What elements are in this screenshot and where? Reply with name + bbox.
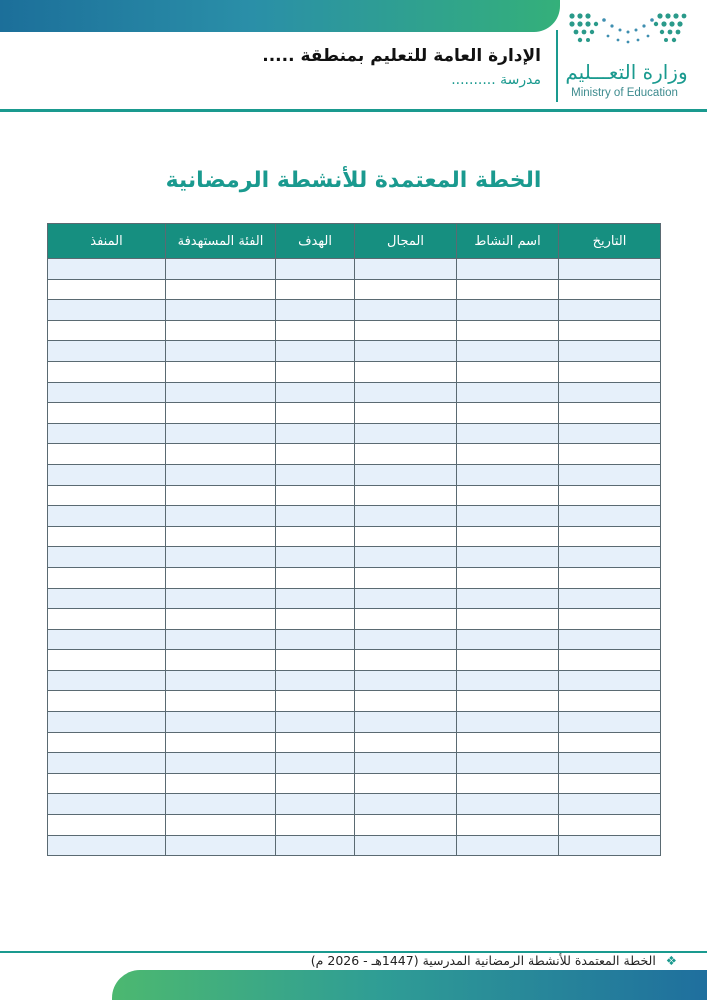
table-cell[interactable]	[457, 650, 559, 671]
table-cell[interactable]	[166, 423, 276, 444]
table-cell[interactable]	[559, 712, 661, 733]
table-cell[interactable]	[276, 361, 355, 382]
table-cell[interactable]	[355, 773, 457, 794]
table-cell[interactable]	[559, 320, 661, 341]
table-cell[interactable]	[166, 300, 276, 321]
table-cell[interactable]	[559, 588, 661, 609]
table-cell[interactable]	[276, 547, 355, 568]
table-cell[interactable]	[276, 444, 355, 465]
footer-caption	[311, 953, 677, 968]
table-cell[interactable]	[457, 361, 559, 382]
table-cell[interactable]	[166, 506, 276, 527]
table-cell[interactable]	[457, 382, 559, 403]
table-cell[interactable]	[355, 794, 457, 815]
table-cell[interactable]	[48, 732, 166, 753]
table-cell[interactable]	[166, 320, 276, 341]
table-row	[48, 629, 661, 650]
table-cell[interactable]	[457, 629, 559, 650]
table-cell[interactable]	[166, 341, 276, 362]
table-cell[interactable]	[166, 732, 276, 753]
directorate-line: الإدارة العامة للتعليم بمنطقة .....	[262, 46, 541, 66]
table-cell[interactable]	[559, 485, 661, 506]
table-row	[48, 712, 661, 733]
table-cell[interactable]	[276, 320, 355, 341]
table-cell[interactable]	[457, 753, 559, 774]
col-field-header: المجال	[355, 224, 457, 259]
table-cell[interactable]	[276, 300, 355, 321]
table-cell[interactable]	[166, 588, 276, 609]
table-cell[interactable]	[48, 464, 166, 485]
table-cell[interactable]	[457, 259, 559, 280]
table-cell[interactable]	[166, 526, 276, 547]
table-cell[interactable]	[276, 423, 355, 444]
table-row	[48, 485, 661, 506]
page-title: الخطة المعتمدة للأنشطة الرمضانية	[165, 168, 542, 193]
table-cell[interactable]	[559, 506, 661, 527]
table-cell[interactable]	[166, 403, 276, 424]
table-row	[48, 423, 661, 444]
table-cell[interactable]	[276, 794, 355, 815]
table-cell[interactable]	[166, 650, 276, 671]
table-cell[interactable]	[48, 526, 166, 547]
table-row	[48, 526, 661, 547]
table-cell[interactable]	[457, 464, 559, 485]
table-cell[interactable]	[355, 815, 457, 836]
table-cell[interactable]	[166, 259, 276, 280]
table-cell[interactable]	[355, 320, 457, 341]
table-cell[interactable]	[166, 629, 276, 650]
table-cell[interactable]	[559, 464, 661, 485]
table-cell[interactable]	[457, 341, 559, 362]
table-cell[interactable]	[457, 794, 559, 815]
header-divider	[556, 30, 558, 102]
table-cell[interactable]	[48, 753, 166, 774]
table-cell[interactable]	[355, 300, 457, 321]
table-cell[interactable]	[166, 835, 276, 856]
table-cell[interactable]	[276, 773, 355, 794]
table-cell[interactable]	[457, 712, 559, 733]
table-cell[interactable]	[276, 670, 355, 691]
table-cell[interactable]	[559, 300, 661, 321]
table-cell[interactable]	[276, 835, 355, 856]
table-cell[interactable]	[276, 485, 355, 506]
bottom-decorative-bar	[112, 970, 707, 1000]
table-cell[interactable]	[48, 259, 166, 280]
table-row	[48, 609, 661, 630]
table-cell[interactable]	[355, 609, 457, 630]
table-cell[interactable]	[48, 609, 166, 630]
table-cell[interactable]	[166, 279, 276, 300]
table-cell[interactable]	[166, 773, 276, 794]
table-cell[interactable]	[48, 403, 166, 424]
table-cell[interactable]	[355, 650, 457, 671]
table-row	[48, 773, 661, 794]
col-goal-header: الهدف	[276, 224, 355, 259]
table-cell[interactable]	[355, 485, 457, 506]
table-cell[interactable]	[48, 691, 166, 712]
table-cell[interactable]	[559, 279, 661, 300]
table-cell[interactable]	[48, 650, 166, 671]
table-cell[interactable]	[276, 650, 355, 671]
col-activity-name-header: اسم النشاط	[457, 224, 559, 259]
footer-caption-text: الخطة المعتمدة للأنشطة الرمضانية المدرسية (1447هـ - 2026 م)	[310, 953, 656, 968]
table-cell[interactable]	[166, 815, 276, 836]
table-cell[interactable]	[48, 300, 166, 321]
table-row	[48, 835, 661, 856]
table-cell[interactable]	[48, 773, 166, 794]
table-cell[interactable]	[559, 609, 661, 630]
table-cell[interactable]	[457, 773, 559, 794]
table-cell[interactable]	[276, 279, 355, 300]
table-cell[interactable]	[48, 361, 166, 382]
table-cell[interactable]	[48, 547, 166, 568]
table-cell[interactable]	[166, 464, 276, 485]
logo-arabic-text: وزارة التعـــليم	[565, 60, 688, 84]
table-cell[interactable]	[276, 341, 355, 362]
table-cell[interactable]	[166, 547, 276, 568]
table-row	[48, 547, 661, 568]
table-cell[interactable]	[559, 753, 661, 774]
table-cell[interactable]	[355, 361, 457, 382]
table-cell[interactable]	[355, 753, 457, 774]
table-row	[48, 279, 661, 300]
table-cell[interactable]	[457, 300, 559, 321]
table-cell[interactable]	[457, 526, 559, 547]
table-row	[48, 815, 661, 836]
table-body	[48, 259, 661, 856]
table-cell[interactable]	[276, 464, 355, 485]
table-cell[interactable]	[276, 506, 355, 527]
table-row	[48, 588, 661, 609]
table-cell[interactable]	[48, 670, 166, 691]
table-cell[interactable]	[48, 588, 166, 609]
table-cell[interactable]	[559, 670, 661, 691]
table-cell[interactable]	[559, 382, 661, 403]
table-cell[interactable]	[355, 464, 457, 485]
table-cell[interactable]	[355, 526, 457, 547]
table-cell[interactable]	[48, 485, 166, 506]
table-row	[48, 732, 661, 753]
table-row	[48, 403, 661, 424]
table-cell[interactable]	[166, 691, 276, 712]
table-cell[interactable]	[355, 341, 457, 362]
table-cell[interactable]	[559, 815, 661, 836]
table-cell[interactable]	[457, 279, 559, 300]
table-cell[interactable]	[355, 506, 457, 527]
table-cell[interactable]	[48, 444, 166, 465]
table-row	[48, 670, 661, 691]
table-cell[interactable]	[355, 835, 457, 856]
table-cell[interactable]	[166, 361, 276, 382]
table-cell[interactable]	[276, 259, 355, 280]
table-cell[interactable]	[48, 629, 166, 650]
table-cell[interactable]	[48, 815, 166, 836]
table-row	[48, 753, 661, 774]
table-cell[interactable]	[559, 547, 661, 568]
table-cell[interactable]	[559, 361, 661, 382]
table-cell[interactable]	[276, 691, 355, 712]
table-cell[interactable]	[48, 382, 166, 403]
table-row	[48, 444, 661, 465]
table-row	[48, 361, 661, 382]
table-cell[interactable]	[355, 444, 457, 465]
table-row	[48, 341, 661, 362]
table-cell[interactable]	[48, 712, 166, 733]
logo-dots-icon	[564, 8, 689, 48]
table-cell[interactable]	[48, 423, 166, 444]
table-row	[48, 691, 661, 712]
table-row	[48, 650, 661, 671]
table-cell[interactable]	[355, 547, 457, 568]
table-cell[interactable]	[457, 835, 559, 856]
table-cell[interactable]	[355, 382, 457, 403]
logo-english-text: Ministry of Education	[571, 87, 678, 99]
table-row	[48, 464, 661, 485]
table-cell[interactable]	[559, 444, 661, 465]
table-cell[interactable]	[457, 506, 559, 527]
table-cell[interactable]	[276, 588, 355, 609]
table-cell[interactable]	[355, 588, 457, 609]
table-cell[interactable]	[276, 567, 355, 588]
header-rule	[0, 109, 707, 112]
table-cell[interactable]	[559, 526, 661, 547]
school-line: مدرسة ..........	[451, 72, 541, 88]
table-header-row	[48, 224, 661, 259]
table-cell[interactable]	[355, 259, 457, 280]
col-implementer-header: المنفذ	[48, 224, 166, 259]
table-cell[interactable]	[457, 547, 559, 568]
table-cell[interactable]	[457, 423, 559, 444]
col-date-header: التاريخ	[559, 224, 661, 259]
table-cell[interactable]	[457, 320, 559, 341]
table-cell[interactable]	[355, 732, 457, 753]
table-cell[interactable]	[355, 279, 457, 300]
table-cell[interactable]	[559, 732, 661, 753]
table-row	[48, 794, 661, 815]
table-cell[interactable]	[276, 382, 355, 403]
col-target-group-header: الفئة المستهدفة	[166, 224, 276, 259]
table-cell[interactable]	[355, 567, 457, 588]
table-cell[interactable]	[276, 526, 355, 547]
table-cell[interactable]	[166, 382, 276, 403]
table-cell[interactable]	[48, 835, 166, 856]
table-cell[interactable]	[276, 629, 355, 650]
top-decorative-bar	[0, 0, 560, 32]
table-cell[interactable]	[276, 815, 355, 836]
table-cell[interactable]	[48, 567, 166, 588]
bullet-icon: ❖	[665, 953, 677, 968]
table-cell[interactable]	[559, 341, 661, 362]
table-cell[interactable]	[276, 609, 355, 630]
activities-table	[47, 223, 661, 856]
table-cell[interactable]	[355, 691, 457, 712]
table-cell[interactable]	[276, 712, 355, 733]
table-cell[interactable]	[457, 609, 559, 630]
table-row	[48, 259, 661, 280]
table-row	[48, 382, 661, 403]
table-cell[interactable]	[166, 753, 276, 774]
table-cell[interactable]	[276, 753, 355, 774]
table-cell[interactable]	[559, 403, 661, 424]
table-cell[interactable]	[48, 341, 166, 362]
table-cell[interactable]	[457, 403, 559, 424]
table-cell[interactable]	[276, 732, 355, 753]
table-cell[interactable]	[166, 670, 276, 691]
table-cell[interactable]	[559, 629, 661, 650]
table-row	[48, 300, 661, 321]
table-cell[interactable]	[166, 609, 276, 630]
table-cell[interactable]	[355, 423, 457, 444]
table-cell[interactable]	[559, 773, 661, 794]
table-cell[interactable]	[48, 506, 166, 527]
table-cell[interactable]	[559, 423, 661, 444]
table-cell[interactable]	[457, 815, 559, 836]
table-row	[48, 320, 661, 341]
table-cell[interactable]	[559, 259, 661, 280]
table-cell[interactable]	[166, 794, 276, 815]
table-row	[48, 506, 661, 527]
table-cell[interactable]	[355, 670, 457, 691]
table-cell[interactable]	[48, 320, 166, 341]
table-row	[48, 567, 661, 588]
table-cell[interactable]	[166, 712, 276, 733]
table-cell[interactable]	[355, 712, 457, 733]
ministry-logo	[564, 8, 689, 100]
table-cell[interactable]	[559, 691, 661, 712]
table-cell[interactable]	[457, 588, 559, 609]
table-cell[interactable]	[276, 403, 355, 424]
table-cell[interactable]	[355, 629, 457, 650]
table-cell[interactable]	[559, 650, 661, 671]
table-cell[interactable]	[559, 794, 661, 815]
table-cell[interactable]	[457, 732, 559, 753]
table-cell[interactable]	[166, 444, 276, 465]
table-cell[interactable]	[457, 444, 559, 465]
table-cell[interactable]	[166, 567, 276, 588]
table-cell[interactable]	[355, 403, 457, 424]
table-cell[interactable]	[559, 567, 661, 588]
table-cell[interactable]	[457, 691, 559, 712]
table-cell[interactable]	[166, 485, 276, 506]
table-cell[interactable]	[457, 670, 559, 691]
table-cell[interactable]	[457, 567, 559, 588]
table-cell[interactable]	[457, 485, 559, 506]
table-cell[interactable]	[48, 279, 166, 300]
table-cell[interactable]	[48, 794, 166, 815]
table-cell[interactable]	[559, 835, 661, 856]
